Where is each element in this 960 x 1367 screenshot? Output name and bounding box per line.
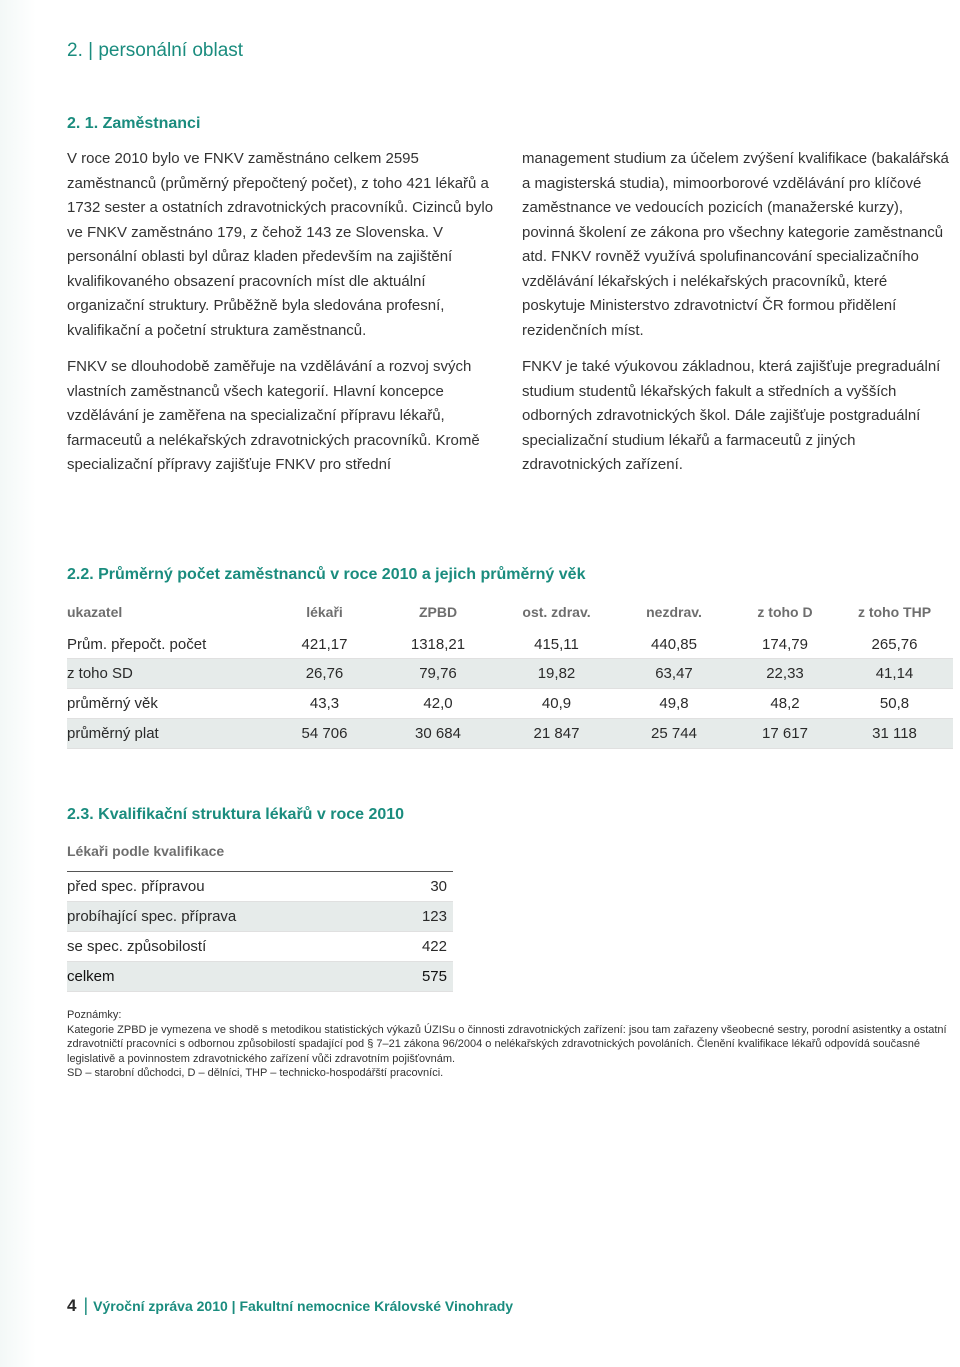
row-label: probíhající spec. příprava: [67, 902, 393, 932]
table-cell: 26,76: [272, 658, 377, 688]
paragraph: V roce 2010 bylo ve FNKV zaměstnáno celkem 2595 zaměstnanců (průměrný přepočtený počet), z toho 421 lékařů a 1732 sester a ostatních zdravotnických pracovníků. Cizinců bylo ve FNKV zaměstnáno 179, z čehož 143 ze Slovenska. V personální oblasti byl důraz kladen především na zajištění kvalifikovaného obsazení pracovních míst dle aktuální organizační struktury. Průběžně byla sledována profesní, kvalifikační a početní struktura zaměstnanců.: [67, 150, 494, 339]
chapter-header: 2. | personální oblast: [67, 40, 244, 61]
right-column-text: [522, 147, 952, 478]
table-cell: 17 617: [734, 718, 836, 748]
notes-line: SD – starobní důchodci, D – dělníci, THP – technicko-hospodářští pracovníci.: [67, 1067, 444, 1079]
table-cell: 79,76: [377, 658, 499, 688]
column-header: z toho D: [734, 598, 836, 628]
table-row: [67, 872, 453, 902]
table-cell: 54 706: [272, 718, 377, 748]
column-header: nezdrav.: [614, 598, 734, 628]
table-cell: 50,8: [836, 688, 953, 718]
table-row: [67, 658, 953, 688]
section-heading-2-1: 2. 1. Zaměstnanci: [67, 115, 201, 132]
table-row: [67, 718, 953, 748]
table-cell: 30: [393, 872, 453, 902]
column-header: ZPBD: [377, 598, 499, 628]
row-label: celkem: [67, 962, 393, 992]
row-label: z toho SD: [67, 658, 272, 688]
table-cell: 31 118: [836, 718, 953, 748]
page-sidebar-band: [0, 0, 36, 1367]
table-cell: 422: [393, 932, 453, 962]
page-number: 4: [67, 1296, 77, 1315]
table-cell: 42,0: [377, 688, 499, 718]
table-cell: 1318,21: [377, 628, 499, 658]
footer-title: Výroční zpráva 2010 | Fakultní nemocnice Královské Vinohrady: [93, 1298, 514, 1314]
left-column-text: [67, 147, 507, 478]
row-label: průměrný plat: [67, 718, 272, 748]
table-cell: 41,14: [836, 658, 953, 688]
paragraph: management studium za účelem zvýšení kvalifikace (bakalářská a magisterská studia), mimoorborové vzdělávání pro klíčové zaměstnance ve vedoucích pozicích (manažerské kurzy), povinná školení ze zákona pro všechny kategorie zaměstnanců atd. FNKV rovněž využívá spolufinancování specializačního vzdělávání lékařských i nelékařských pracovníků, které poskytuje Ministerstvo zdravotnictví ČR formou přidělení rezidenčních míst.: [522, 150, 949, 339]
table-row: [67, 628, 953, 658]
table-cell: 48,2: [734, 688, 836, 718]
table-cell: 123: [393, 902, 453, 932]
staff-count-table: [67, 598, 953, 749]
table-cell: 43,3: [272, 688, 377, 718]
table-cell: 30 684: [377, 718, 499, 748]
qualification-subheading: Lékaři podle kvalifikace: [67, 843, 225, 859]
row-label: Prům. přepočt. počet: [67, 628, 272, 658]
column-header: ost. zdrav.: [499, 598, 614, 628]
section-heading-2-2: 2.2. Průměrný počet zaměstnanců v roce 2010 a jejich průměrný věk: [67, 566, 586, 583]
table-row: [67, 688, 953, 718]
table-cell: 440,85: [614, 628, 734, 658]
table-cell: 415,11: [499, 628, 614, 658]
paragraph: FNKV se dlouhodobě zaměřuje na vzdělávání a rozvoj svých vlastních zaměstnanců všech kategorií. Hlavní koncepce vzdělávání je zaměřena na specializační přípravu lékařů, farmaceutů a nelékařských zdravotnických pracovníků. Kromě specializační přípravy zajišťuje FNKV pro střední: [67, 358, 480, 473]
footer-separator: |: [83, 1295, 89, 1315]
page-footer: [67, 1295, 513, 1316]
column-header: lékaři: [272, 598, 377, 628]
column-header: z toho THP: [836, 598, 953, 628]
table-cell: 49,8: [614, 688, 734, 718]
table-cell: 174,79: [734, 628, 836, 658]
table-row: [67, 902, 453, 932]
qualification-table: [67, 871, 453, 992]
notes-title: Poznámky:: [67, 1009, 122, 1021]
table-cell: 40,9: [499, 688, 614, 718]
table-total-row: [67, 962, 453, 992]
section-heading-2-3: 2.3. Kvalifikační struktura lékařů v roce 2010: [67, 806, 405, 823]
table-cell: 21 847: [499, 718, 614, 748]
table-cell: 63,47: [614, 658, 734, 688]
table-cell: 22,33: [734, 658, 836, 688]
notes-line: Kategorie ZPBD je vymezena ve shodě s metodikou statistických výkazů ÚZISu o činnosti zdravotnických zařízení: jsou tam zařazeny všeobecné sestry, porodní asistentky a ostatní zdravotničtí pracovníci s odbornou způsobilostí spadající pod § 7–21 zákona 96/2004 o nelékařských zdravotnických povoláních. Členění kvalifikace lékařů odpovídá současné legislativě a povinnostem zdravotnického zařízení vůči zdravotním pojišťovnám.: [67, 1023, 947, 1065]
row-label: se spec. způsobilostí: [67, 932, 393, 962]
table-cell: 421,17: [272, 628, 377, 658]
row-label: průměrný věk: [67, 688, 272, 718]
table-row: [67, 932, 453, 962]
table-cell: 25 744: [614, 718, 734, 748]
table-cell: 265,76: [836, 628, 953, 658]
paragraph: FNKV je také výukovou základnou, která zajišťuje pregraduální studium studentů lékařských fakult a středních a vyšších odborných zdravotnických škol. Dále zajišťuje postgraduální specializační studium lékařů a farmaceutů z jiných zdravotnických zařízení.: [522, 358, 941, 473]
column-header: ukazatel: [67, 598, 272, 628]
table-header-row: [67, 598, 953, 628]
notes: [67, 1008, 947, 1081]
row-label: před spec. přípravou: [67, 872, 393, 902]
table-cell: 19,82: [499, 658, 614, 688]
table-cell: 575: [393, 962, 453, 992]
